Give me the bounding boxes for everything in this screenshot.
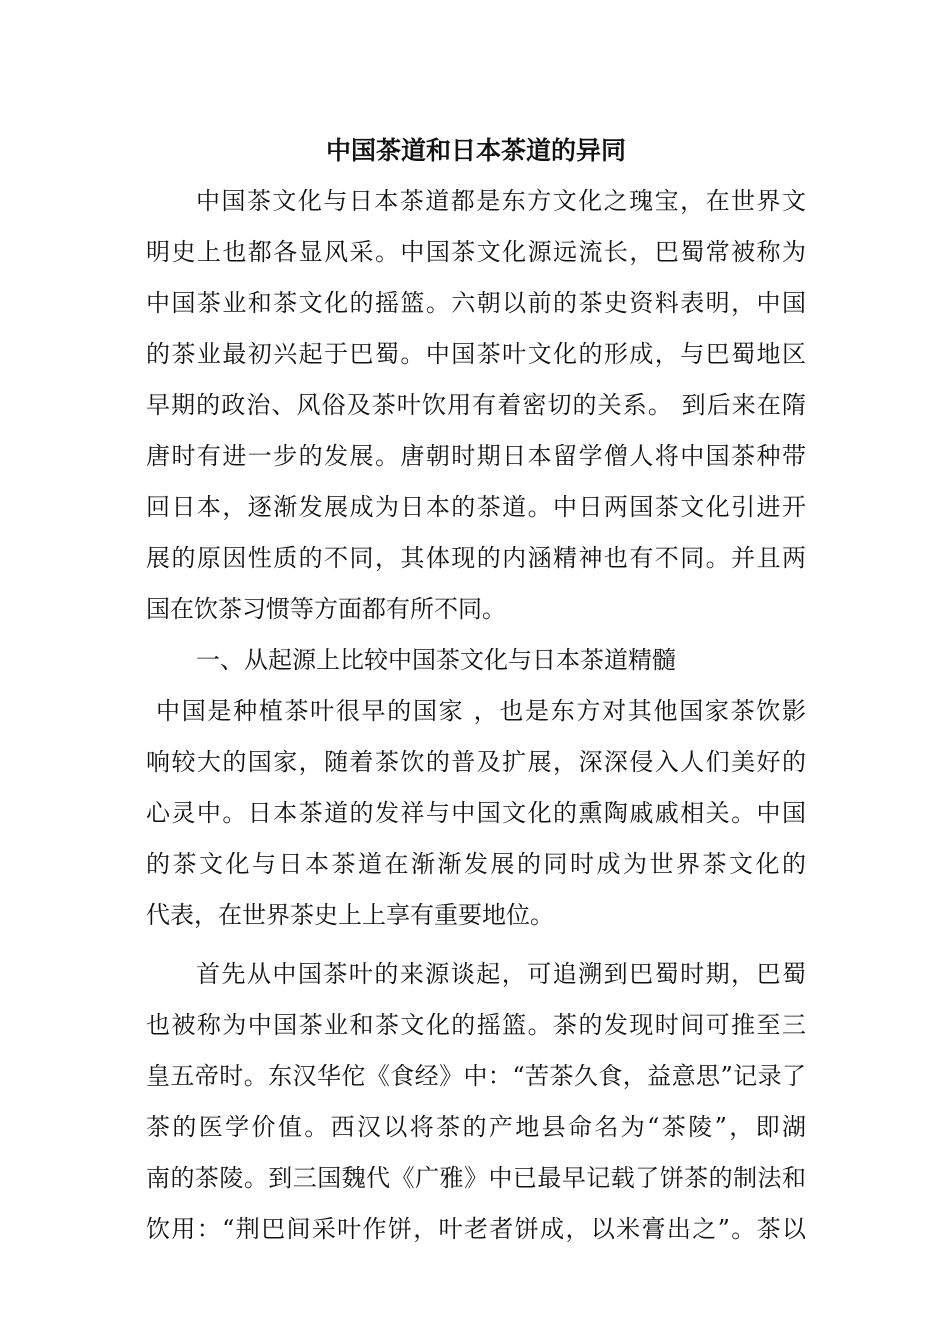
paragraph-line: 展的原因性质的不同，其体现的内涵精神也有不同。并且两 [146, 544, 806, 572]
paragraph-line: 国在饮茶习惯等方面都有所不同。 [146, 595, 506, 623]
paragraph-line: 响较大的国家，随着茶饮的普及扩展，深深侵入人们美好的 [146, 748, 806, 776]
paragraph-line: 中国茶业和茶文化的摇篮。六朝以前的茶史资料表明，中国 [146, 289, 806, 317]
paragraph-line: 唐时有进一步的发展。唐朝时期日本留学僧人将中国茶种带 [146, 442, 806, 470]
paragraph-intro [146, 176, 806, 635]
paragraph-line: 中国茶文化与日本茶道都是东方文化之瑰宝，在世界文 [196, 187, 806, 215]
paragraph-line: 回日本，逐渐发展成为日本的茶道。中日两国茶文化引进开 [146, 493, 806, 521]
paragraph-line: 饮用：“荆巴间采叶作饼，叶老者饼成，以米膏出之”。茶以 [146, 1215, 806, 1243]
paragraph-line: 心灵中。日本茶道的发祥与中国文化的熏陶戚戚相关。中国 [146, 799, 806, 827]
paragraph-line: 早期的政治、风俗及茶叶饮用有着密切的关系。 到后来在隋 [146, 391, 806, 419]
paragraph-history [146, 949, 806, 1255]
paragraph-line: 茶的医学价值。西汉以将茶的产地县命名为“茶陵”，即湖 [146, 1113, 806, 1141]
paragraph-line: 也被称为中国茶业和茶文化的摇篮。茶的发现时间可推至三 [146, 1011, 806, 1039]
paragraph-line: 皇五帝时。东汉华佗《食经》中：“苦茶久食，益意思”记录了 [146, 1062, 806, 1090]
paragraph-line: 中国是种植茶叶很早的国家 ，也是东方对其他国家茶饮影 [156, 697, 806, 725]
document-body [146, 126, 806, 1255]
paragraph-line: 代表，在世界茶史上上享有重要地位。 [146, 901, 554, 929]
document-title: 中国茶道和日本茶道的异同 [325, 136, 626, 165]
paragraph-line: 的茶业最初兴起于巴蜀。中国茶叶文化的形成，与巴蜀地区 [146, 340, 806, 368]
paragraph-line: 南的茶陵。到三国魏代《广雅》中已最早记载了饼茶的制法和 [146, 1164, 806, 1192]
section-heading: 一、从起源上比较中国茶文化与日本茶道精髓 [196, 646, 676, 674]
paragraph-spacer [146, 941, 806, 949]
paragraph-line: 明史上也都各显风采。中国茶文化源远流长，巴蜀常被称为 [146, 238, 806, 266]
paragraph-origin [146, 686, 806, 941]
paragraph-line: 首先从中国茶叶的来源谈起，可追溯到巴蜀时期，巴蜀 [196, 960, 806, 988]
paragraph-line: 的茶文化与日本茶道在渐渐发展的同时成为世界茶文化的 [146, 850, 806, 878]
